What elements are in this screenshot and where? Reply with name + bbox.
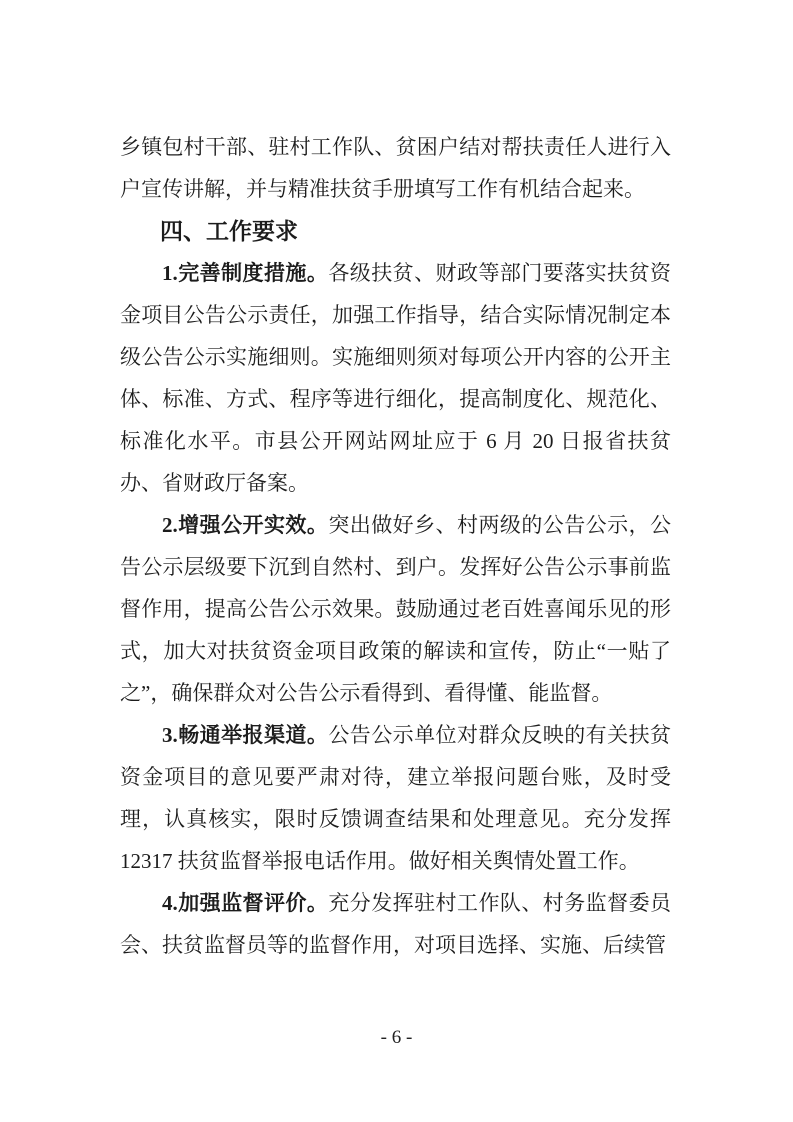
- paragraph-continuation: [120, 126, 671, 210]
- paragraph-lead: 3.畅通举报渠道。: [162, 723, 329, 747]
- paragraph-lead: 1.完善制度措施。: [162, 261, 329, 285]
- paragraph-lead: 4.加强监督评价。: [162, 891, 329, 915]
- paragraph-item-3: [120, 714, 671, 882]
- page-number: - 6 -: [380, 1027, 413, 1048]
- paragraph-item-4: [120, 882, 671, 966]
- section-heading: [120, 210, 671, 252]
- paragraph-text: 公告公示单位对群众反映的有关扶贫资金项目的意见要严肃对待，建立举报问题台账，及时受理，认真核实，限时反馈调查结果和处理意见。充分发挥 12317 扶贫监督举报电话作用。做好相关舆情处置工作。: [120, 723, 672, 873]
- paragraph-text: 充分发挥驻村工作队、村务监督委员会、扶贫监督员等的监督作用，对项目选择、实施、后续管: [120, 891, 672, 957]
- paragraph-text: 突出做好乡、村两级的公告公示，公告公示层级要下沉到自然村、到户。发挥好公告公示事前监督作用，提高公告公示效果。鼓励通过老百姓喜闻乐见的形式，加大对扶贫资金项目政策的解读和宣传，防止“一贴了之”，确保群众对公告公示看得到、看得懂、能监督。: [120, 513, 672, 705]
- document-body: [120, 126, 671, 966]
- section-heading-text: 四、工作要求: [160, 218, 298, 244]
- paragraph-text: 各级扶贫、财政等部门要落实扶贫资金项目公告公示责任，加强工作指导，结合实际情况制定本级公告公示实施细则。实施细则须对每项公开内容的公开主体、标准、方式、程序等进行细化，提高制度化、规范化、标准化水平。市县公开网站网址应于 6 月 20 日报省扶贫办、省财政厅备案。: [120, 261, 672, 495]
- paragraph-lead: 2.增强公开实效。: [162, 513, 329, 537]
- paragraph-text: 乡镇包村干部、驻村工作队、贫困户结对帮扶责任人进行入户宣传讲解，并与精准扶贫手册填写工作有机结合起来。: [120, 135, 671, 201]
- paragraph-item-2: [120, 504, 671, 714]
- paragraph-item-1: [120, 252, 671, 504]
